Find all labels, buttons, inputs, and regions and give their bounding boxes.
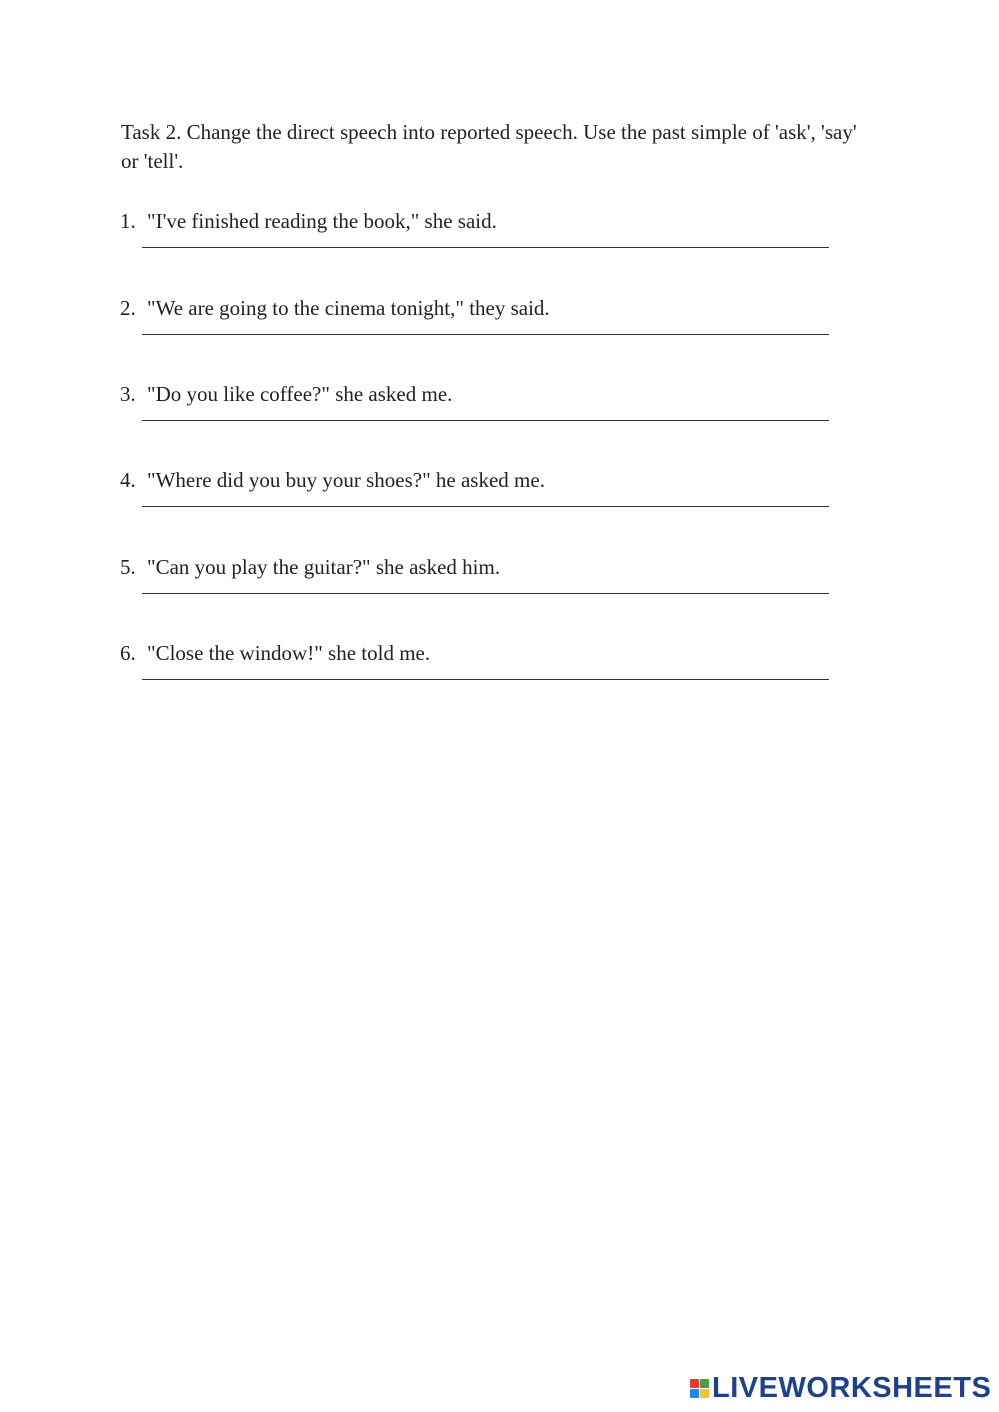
task-instructions: Task 2. Change the direct speech into reported speech. Use the past simple of 'ask', 'say' or 'tell'. — [121, 120, 857, 173]
exercise-item-2 — [120, 294, 860, 354]
exercise-item-4 — [120, 466, 860, 526]
item-number: 1. — [120, 209, 136, 233]
answer-field-5[interactable] — [142, 593, 829, 594]
item-number: 5. — [120, 555, 136, 579]
exercise-item-1 — [120, 207, 860, 267]
item-number: 4. — [120, 468, 136, 492]
item-sentence: "Can you play the guitar?" she asked him. — [147, 555, 501, 579]
answer-field-2[interactable] — [142, 334, 829, 335]
exercise-item-6 — [120, 639, 860, 699]
item-sentence: "Where did you buy your shoes?" he asked me. — [147, 468, 545, 492]
item-number: 6. — [120, 641, 136, 665]
answer-field-1[interactable] — [142, 247, 829, 248]
item-sentence: "I've finished reading the book," she said. — [147, 209, 497, 233]
item-number: 2. — [120, 296, 136, 320]
logo-tile-red — [690, 1379, 699, 1388]
logo-tile-blue — [690, 1389, 699, 1398]
liveworksheets-logo-icon — [690, 1379, 709, 1398]
logo-wordmark: LIVEWORKSHEETS — [712, 1372, 992, 1404]
answer-field-6[interactable] — [142, 679, 829, 680]
answer-field-4[interactable] — [142, 506, 829, 507]
item-sentence: "Close the window!" she told me. — [147, 641, 431, 665]
liveworksheets-logo — [690, 1372, 991, 1404]
item-sentence: "We are going to the cinema tonight," they said. — [147, 296, 550, 320]
item-number: 3. — [120, 382, 136, 406]
logo-tile-green — [700, 1379, 709, 1388]
answer-field-3[interactable] — [142, 420, 829, 421]
item-sentence: "Do you like coffee?" she asked me. — [147, 382, 453, 406]
logo-tile-yellow — [700, 1389, 709, 1398]
exercise-item-3 — [120, 380, 860, 440]
exercise-item-5 — [120, 553, 860, 613]
